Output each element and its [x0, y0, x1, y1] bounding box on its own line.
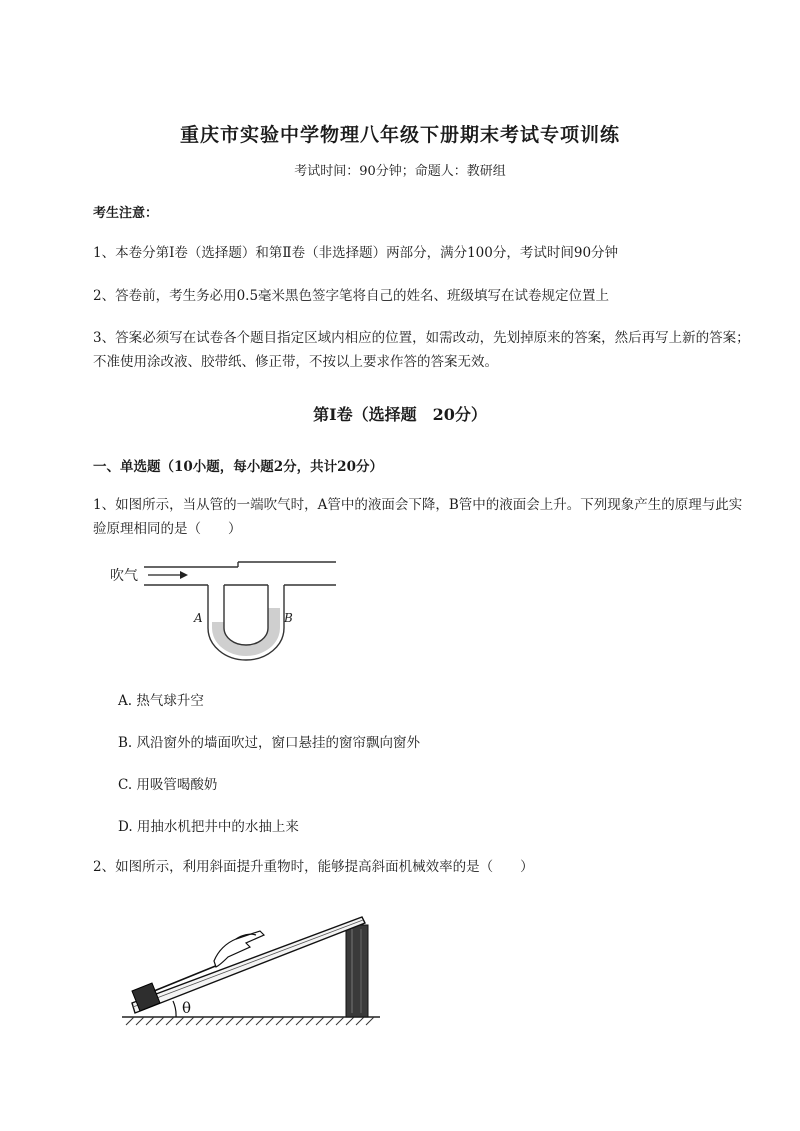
notes-heading: 考生注意：	[93, 206, 159, 221]
option-d: D. 用抽水机把井中的水抽上来	[118, 819, 299, 835]
note-3: 3、答案必须写在试卷各个题目指定区域内相应的位置，如需改动，先划掉原来的答案，然后再写上新的答案；不准使用涂改液、胶带纸、修正带，不按以上要求作答的答案无效。	[93, 330, 750, 370]
liquid	[212, 608, 280, 656]
blow-arrow-icon	[148, 571, 188, 579]
question-2-stem: 2、如图所示，利用斜面提升重物时，能够提高斜面机械效率的是（ ）	[93, 859, 534, 875]
tube-a-label: A	[194, 611, 203, 625]
exam-info: 考试时间：90分钟；命题人：教研组	[294, 164, 506, 179]
ground	[122, 1017, 380, 1025]
incline-figure	[118, 895, 388, 1035]
page-title: 重庆市实验中学物理八年级下册期末考试专项训练	[179, 124, 620, 146]
support-column	[346, 925, 368, 1017]
question-type-heading: 一、单选题（10小题，每小题2分，共计20分）	[93, 459, 383, 475]
question-1-stem: 1、如图所示，当从管的一端吹气时，A管中的液面会下降，B管中的液面会上升。下列现象产生的原理与此实验原理相同的是（ ）	[93, 497, 743, 537]
inclined-board	[132, 917, 365, 1013]
option-c: C. 用吸管喝酸奶	[118, 777, 218, 793]
option-a: A. 热气球升空	[118, 693, 204, 709]
blow-label: 吹气	[110, 568, 138, 584]
tube-b-label: B	[284, 611, 293, 625]
note-2: 2、答卷前，考生务必用0.5毫米黑色签字笔将自己的姓名、班级填写在试卷规定位置上	[93, 288, 610, 304]
section-title: 第I卷（选择题 20分）	[313, 405, 487, 424]
u-tube-figure	[108, 560, 348, 670]
horizontal-pipe	[144, 562, 336, 585]
angle-label: θ	[182, 999, 192, 1017]
option-b: B. 风沿窗外的墙面吹过，窗口悬挂的窗帘飘向窗外	[118, 735, 421, 751]
angle-arc	[173, 1001, 176, 1017]
note-1: 1、本卷分第I卷（选择题）和第Ⅱ卷（非选择题）两部分，满分100分，考试时间90分钟	[93, 245, 619, 261]
